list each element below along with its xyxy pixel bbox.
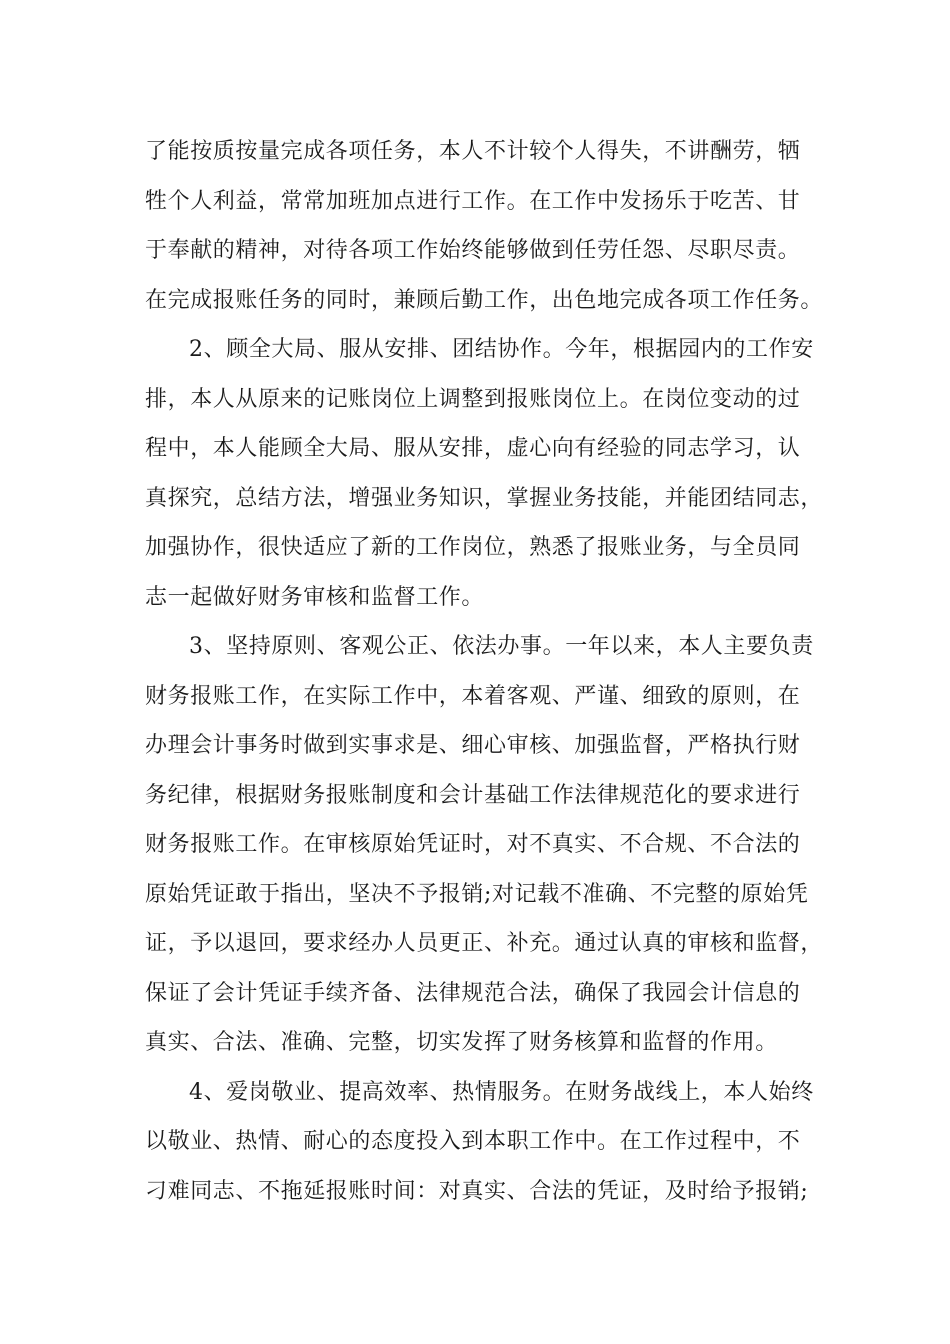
text-line: 原始凭证敢于指出，坚决不予报销;对记载不准确、不完整的原始凭 — [145, 881, 809, 907]
text-line: 真探究，总结方法，增强业务知识，掌握业务技能，并能团结同志， — [145, 485, 824, 511]
text-line: 在完成报账任务的同时，兼顾后勤工作，出色地完成各项工作任务。 — [145, 287, 824, 313]
text-line: 刁难同志、不拖延报账时间：对真实、合法的凭证，及时给予报销; — [145, 1178, 809, 1204]
text-line: 于奉献的精神，对待各项工作始终能够做到任劳任怨、尽职尽责。 — [145, 238, 801, 263]
text-line: 证，予以退回，要求经办人员更正、补充。通过认真的审核和监督， — [145, 931, 824, 956]
text-line: 牲个人利益，常常加班加点进行工作。在工作中发扬乐于吃苦、甘 — [145, 188, 801, 214]
text-line: 办理会计事务时做到实事求是、细心审核、加强监督，严格执行财 — [145, 733, 801, 758]
text-line: 务纪律，根据财务报账制度和会计基础工作法律规范化的要求进行 — [145, 782, 801, 808]
text-line: 以敬业、热情、耐心的态度投入到本职工作中。在工作过程中，不 — [145, 1129, 801, 1154]
text-line: 真实、合法、准确、完整，切实发挥了财务核算和监督的作用。 — [145, 1030, 778, 1055]
text-line: 财务报账工作，在实际工作中，本着客观、严谨、细致的原则，在 — [145, 683, 801, 709]
text-line: 排，本人从原来的记账岗位上调整到报账岗位上。在岗位变动的过 — [145, 386, 801, 412]
text-line: 加强协作，很快适应了新的工作岗位，熟悉了报账业务，与全员同 — [145, 535, 801, 560]
paragraph-start-line: 3、坚持原则、客观公正、依法办事。一年以来，本人主要负责 — [189, 634, 814, 659]
text-line: 保证了会计凭证手续齐备、法律规范合法，确保了我园会计信息的 — [145, 980, 801, 1006]
paragraph-start-line: 2、顾全大局、服从安排、团结协作。今年，根据园内的工作安 — [189, 337, 814, 362]
text-line: 程中，本人能顾全大局、服从安排，虚心向有经验的同志学习，认 — [145, 436, 801, 461]
text-line: 财务报账工作。在审核原始凭证时，对不真实、不合规、不合法的 — [145, 832, 801, 857]
document-body — [145, 127, 825, 1216]
paragraph-start-line: 4、爱岗敬业、提高效率、热情服务。在财务战线上，本人始终 — [189, 1079, 814, 1105]
text-line: 志一起做好财务审核和监督工作。 — [145, 584, 485, 610]
text-line: 了能按质按量完成各项任务，本人不计较个人得失，不讲酬劳，牺 — [145, 139, 801, 164]
